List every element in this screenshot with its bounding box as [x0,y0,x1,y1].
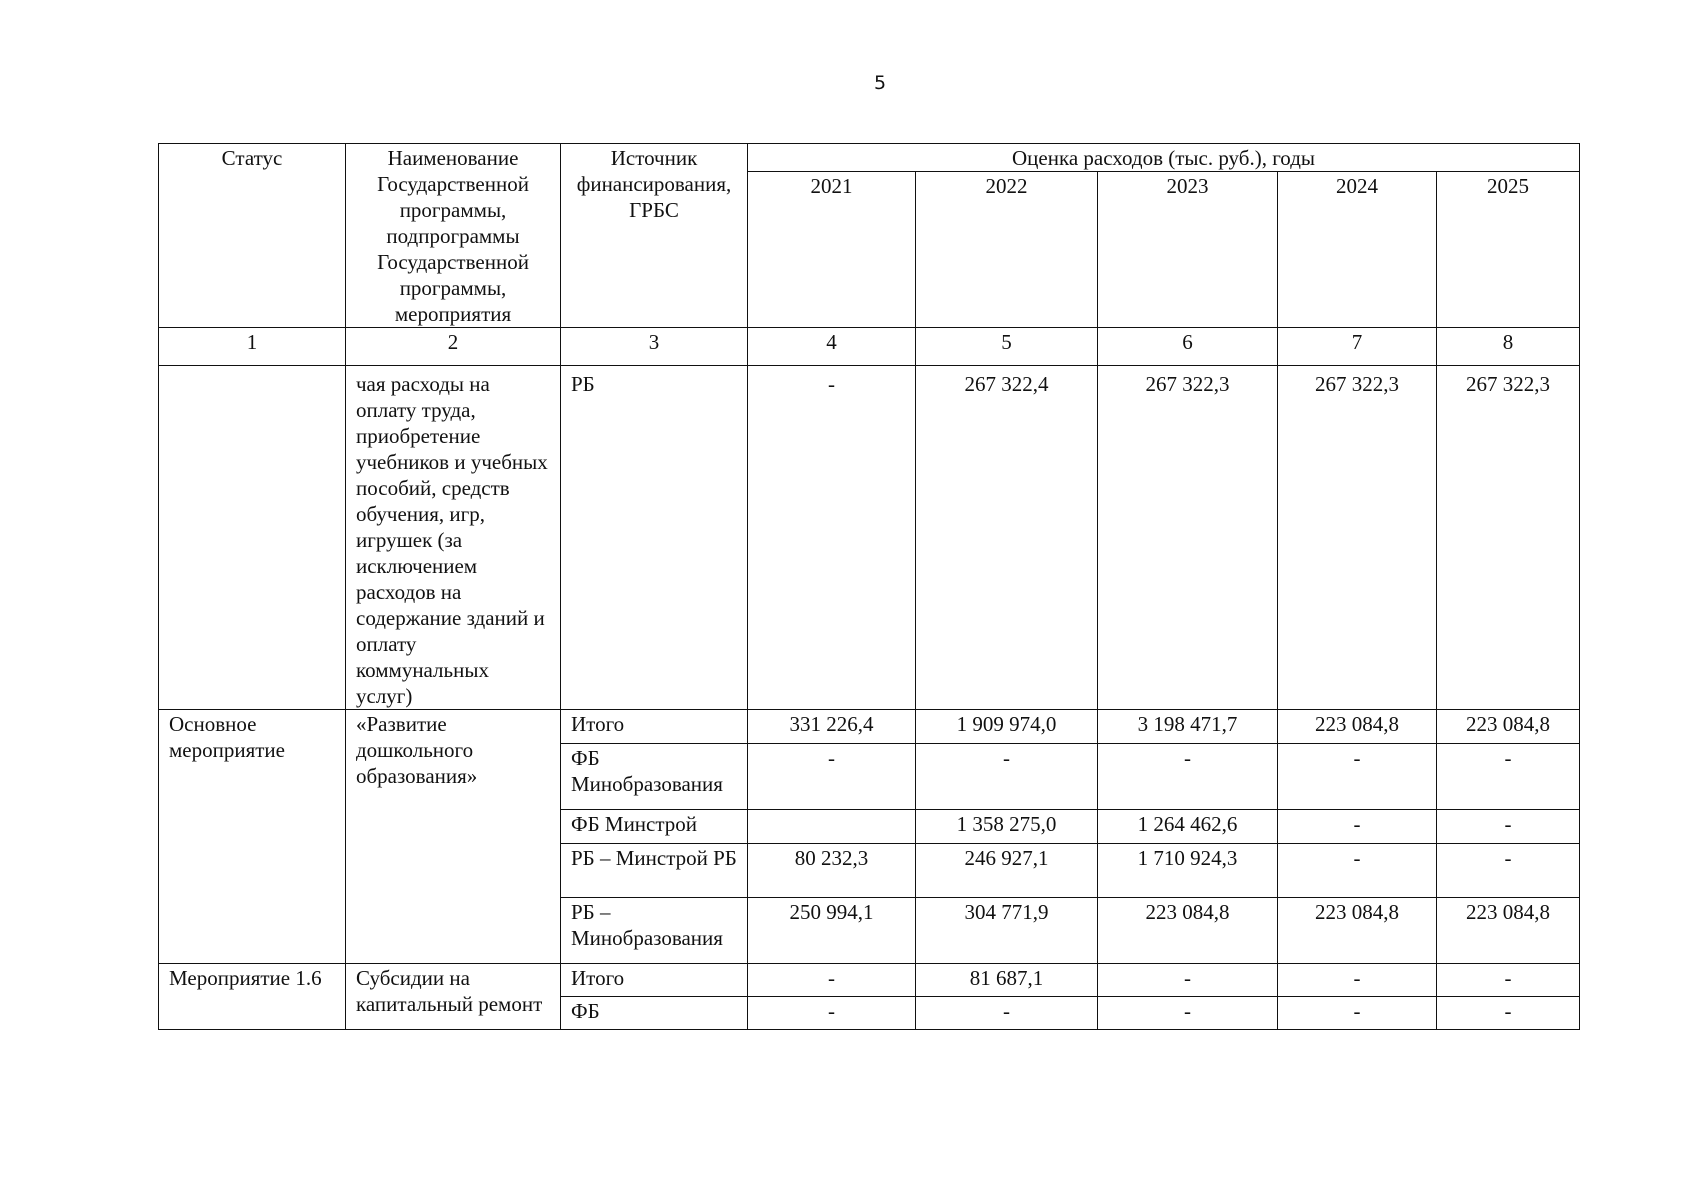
source-cell: Итого [561,964,748,997]
source-cell: РБ – Минстрой РБ [561,844,748,898]
value-cell: 304 771,9 [916,898,1098,964]
value-cell: - [1278,997,1437,1030]
column-number: 4 [748,328,916,366]
budget-table [158,143,1580,1030]
page-number: 5 [873,72,887,94]
column-number: 5 [916,328,1098,366]
column-number: 3 [561,328,748,366]
source-cell: РБ – Минобразования [561,898,748,964]
value-cell: 331 226,4 [748,710,916,744]
column-number: 1 [159,328,346,366]
value-cell: - [1437,744,1580,810]
column-number: 6 [1098,328,1278,366]
source-cell: Итого [561,710,748,744]
value-cell: - [1437,964,1580,997]
source-cell: ФБ [561,997,748,1030]
value-cell: 223 084,8 [1437,898,1580,964]
value-cell [748,810,916,844]
table-row [159,964,1580,997]
column-number: 7 [1278,328,1437,366]
column-number: 8 [1437,328,1580,366]
value-cell: 81 687,1 [916,964,1098,997]
value-cell: 3 198 471,7 [1098,710,1278,744]
value-cell: 80 232,3 [748,844,916,898]
header-name: Наименование Государственной программы, подпрограммы Государственной программы, мероприятия [346,144,561,328]
header-status: Статус [159,144,346,328]
value-cell: - [916,997,1098,1030]
value-cell: 1 358 275,0 [916,810,1098,844]
status-cell: Мероприятие 1.6 [159,964,346,1030]
value-cell: 223 084,8 [1437,710,1580,744]
value-cell: - [1278,844,1437,898]
value-cell: - [1278,964,1437,997]
source-cell: РБ [561,366,748,710]
value-cell: - [1437,844,1580,898]
year-cell: 2024 [1278,172,1437,328]
value-cell: - [1278,744,1437,810]
value-cell: - [1437,810,1580,844]
value-cell: - [748,997,916,1030]
value-cell: - [1437,997,1580,1030]
name-cell: чая расходы на оплату труда, приобретение учебников и учебных пособий, средств обучения, игр, игрушек (за исключением расходов на содержание зданий и оплату коммунальных услуг) [346,366,561,710]
value-cell: 246 927,1 [916,844,1098,898]
column-numbers-row [159,328,1580,366]
value-cell: 223 084,8 [1278,898,1437,964]
header-expenses: Оценка расходов (тыс. руб.), годы [748,144,1580,172]
value-cell: 267 322,4 [916,366,1098,710]
status-cell: Основное мероприятие [159,710,346,964]
status-cell [159,366,346,710]
value-cell: 267 322,3 [1278,366,1437,710]
value-cell: - [1098,964,1278,997]
value-cell: 267 322,3 [1098,366,1278,710]
value-cell: - [1278,810,1437,844]
value-cell: 1 710 924,3 [1098,844,1278,898]
value-cell: - [748,964,916,997]
value-cell: 223 084,8 [1098,898,1278,964]
source-cell: ФБ Минстрой [561,810,748,844]
value-cell: 223 084,8 [1278,710,1437,744]
value-cell: - [1098,744,1278,810]
header-row [159,144,1580,172]
table-row [159,366,1580,710]
value-cell: - [1098,997,1278,1030]
value-cell: 1 909 974,0 [916,710,1098,744]
header-source: Источник финансирования, ГРБС [561,144,748,328]
year-cell: 2023 [1098,172,1278,328]
value-cell: 1 264 462,6 [1098,810,1278,844]
value-cell: 250 994,1 [748,898,916,964]
value-cell: - [916,744,1098,810]
year-cell: 2025 [1437,172,1580,328]
name-cell: Субсидии на капитальный ремонт [346,964,561,1030]
year-cell: 2022 [916,172,1098,328]
column-number: 2 [346,328,561,366]
source-cell: ФБ Минобразования [561,744,748,810]
value-cell: 267 322,3 [1437,366,1580,710]
value-cell: - [748,744,916,810]
table-row [159,710,1580,744]
name-cell: «Развитие дошкольного образования» [346,710,561,964]
year-cell: 2021 [748,172,916,328]
value-cell: - [748,366,916,710]
